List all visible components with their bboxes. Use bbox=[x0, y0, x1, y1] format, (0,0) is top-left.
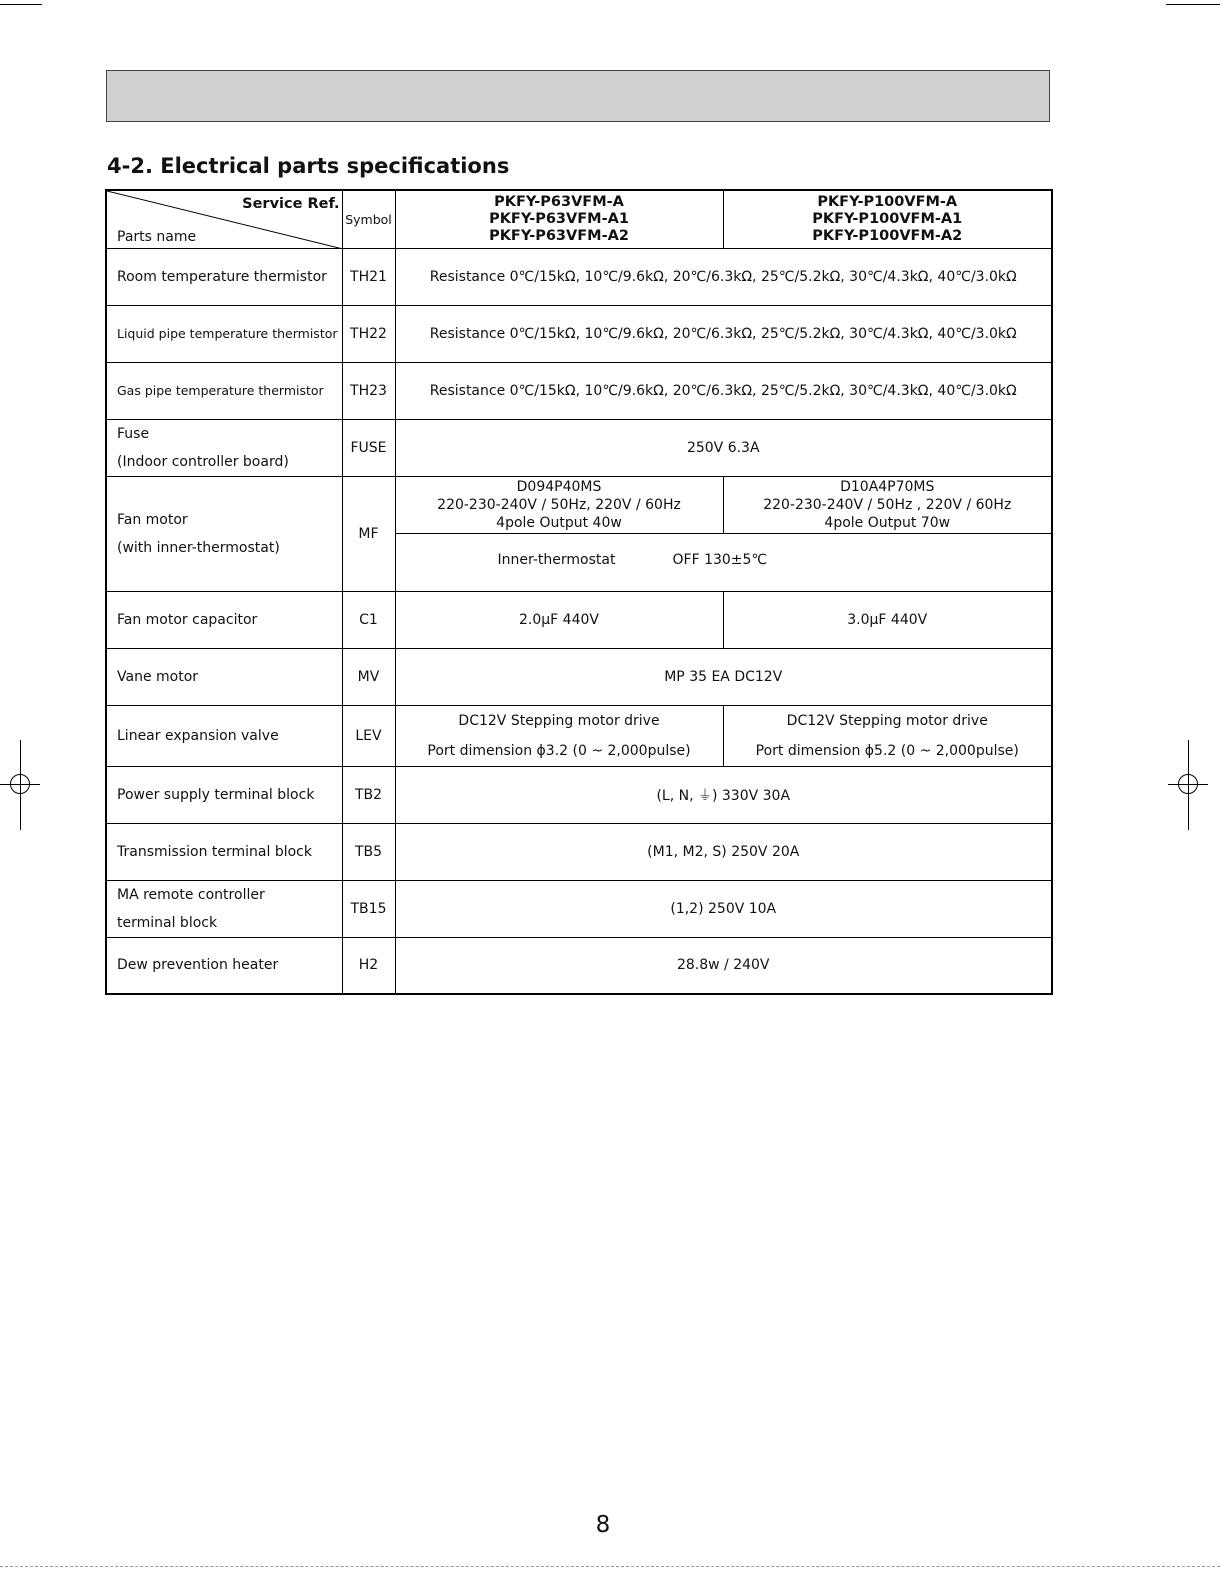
part-symbol: TB2 bbox=[342, 766, 395, 823]
crop-mark bbox=[0, 4, 42, 5]
registration-mark-icon bbox=[0, 740, 60, 830]
lev-spec-b bbox=[723, 705, 1052, 766]
spec-line: DC12V Stepping motor drive bbox=[458, 712, 660, 729]
table-row bbox=[106, 648, 1052, 705]
table-row bbox=[106, 305, 1052, 362]
part-symbol: H2 bbox=[342, 937, 395, 994]
part-symbol: TB15 bbox=[342, 880, 395, 937]
part-symbol: MF bbox=[342, 476, 395, 591]
part-value-a: 2.0μF 440V bbox=[395, 591, 723, 648]
lev-spec-a bbox=[395, 705, 723, 766]
parts-name-label: Parts name bbox=[117, 228, 197, 245]
model-group-a bbox=[395, 190, 723, 248]
spec-line: Port dimension ɸ5.2 (0 ~ 2,000pulse) bbox=[755, 742, 1019, 759]
model-name: PKFY-P100VFM-A bbox=[817, 193, 958, 210]
part-name-line: Fan motor bbox=[117, 511, 188, 528]
spec-line: 220-230-240V / 50Hz , 220V / 60Hz bbox=[763, 496, 1012, 513]
header-bar bbox=[106, 70, 1050, 122]
part-name: Vane motor bbox=[106, 648, 342, 705]
part-value: MP 35 EA DC12V bbox=[395, 648, 1052, 705]
model-name: PKFY-P100VFM-A2 bbox=[812, 227, 963, 244]
part-name: Transmission terminal block bbox=[106, 823, 342, 880]
part-name: Gas pipe temperature thermistor bbox=[106, 362, 342, 419]
part-value: Resistance 0℃/15kΩ, 10℃/9.6kΩ, 20℃/6.3kΩ, 25℃/5.2kΩ, 30℃/4.3kΩ, 40℃/3.0kΩ bbox=[395, 248, 1052, 305]
inner-thermostat-value: OFF 130±5℃ bbox=[672, 551, 768, 568]
spec-line: Port dimension ɸ3.2 (0 ~ 2,000pulse) bbox=[427, 742, 691, 759]
table-header-row bbox=[106, 190, 1052, 248]
part-name-line: MA remote controller bbox=[117, 886, 265, 903]
part-symbol: C1 bbox=[342, 591, 395, 648]
spec-line: D094P40MS bbox=[516, 478, 602, 495]
table-row bbox=[106, 766, 1052, 823]
spec-line: 4pole Output 40w bbox=[496, 514, 622, 531]
model-name: PKFY-P100VFM-A1 bbox=[812, 210, 963, 227]
part-value: 28.8w / 240V bbox=[395, 937, 1052, 994]
part-value: Resistance 0℃/15kΩ, 10℃/9.6kΩ, 20℃/6.3kΩ, 25℃/5.2kΩ, 30℃/4.3kΩ, 40℃/3.0kΩ bbox=[395, 362, 1052, 419]
table-row bbox=[106, 705, 1052, 766]
service-ref-label: Service Ref. bbox=[242, 196, 340, 212]
table-row bbox=[106, 823, 1052, 880]
part-name: Fan motor capacitor bbox=[106, 591, 342, 648]
part-name-line: terminal block bbox=[117, 914, 218, 931]
part-symbol: TH22 bbox=[342, 305, 395, 362]
symbol-header: Symbol bbox=[342, 190, 395, 248]
table-row bbox=[106, 248, 1052, 305]
registration-mark-icon bbox=[1168, 740, 1220, 830]
part-name: Room temperature thermistor bbox=[106, 248, 342, 305]
table-row bbox=[106, 362, 1052, 419]
bottom-divider bbox=[0, 1566, 1220, 1567]
part-value: Resistance 0℃/15kΩ, 10℃/9.6kΩ, 20℃/6.3kΩ, 25℃/5.2kΩ, 30℃/4.3kΩ, 40℃/3.0kΩ bbox=[395, 305, 1052, 362]
model-name: PKFY-P63VFM-A1 bbox=[489, 210, 629, 227]
inner-thermostat-cell bbox=[395, 533, 1052, 591]
spec-line: DC12V Stepping motor drive bbox=[786, 712, 988, 729]
part-value: (L, N, ⏚) 330V 30A bbox=[395, 766, 1052, 823]
inner-thermostat-label: Inner-thermostat bbox=[497, 551, 616, 568]
part-name bbox=[106, 476, 342, 591]
spec-line: 4pole Output 70w bbox=[824, 514, 951, 531]
part-symbol: TH23 bbox=[342, 362, 395, 419]
fan-motor-spec-a bbox=[395, 476, 723, 533]
part-value-b: 3.0μF 440V bbox=[723, 591, 1052, 648]
part-value: (M1, M2, S) 250V 20A bbox=[395, 823, 1052, 880]
part-name bbox=[106, 880, 342, 937]
part-name: Liquid pipe temperature thermistor bbox=[106, 305, 342, 362]
model-name: PKFY-P63VFM-A bbox=[494, 193, 624, 210]
part-name: Power supply terminal block bbox=[106, 766, 342, 823]
table-row bbox=[106, 476, 1052, 533]
part-symbol: FUSE bbox=[342, 419, 395, 476]
part-value: (1,2) 250V 10A bbox=[395, 880, 1052, 937]
part-value: 250V 6.3A bbox=[395, 419, 1052, 476]
part-name: Linear expansion valve bbox=[106, 705, 342, 766]
table-row bbox=[106, 591, 1052, 648]
section-title: 4-2. Electrical parts specifications bbox=[107, 154, 510, 178]
part-name-line: (Indoor controller board) bbox=[117, 453, 289, 470]
table-row bbox=[106, 880, 1052, 937]
part-name-line: (with inner-thermostat) bbox=[117, 539, 280, 556]
model-name: PKFY-P63VFM-A2 bbox=[489, 227, 629, 244]
spec-table bbox=[105, 189, 1053, 995]
crop-mark bbox=[1166, 4, 1220, 5]
page-number: 8 bbox=[595, 1512, 611, 1538]
spec-line: D10A4P70MS bbox=[840, 478, 935, 495]
part-name-line: Fuse bbox=[117, 425, 150, 442]
part-symbol: MV bbox=[342, 648, 395, 705]
part-symbol: TH21 bbox=[342, 248, 395, 305]
fan-motor-spec-b bbox=[723, 476, 1052, 533]
part-name: Dew prevention heater bbox=[106, 937, 342, 994]
table-row bbox=[106, 419, 1052, 476]
table-row bbox=[106, 937, 1052, 994]
header-diagonal-cell bbox=[106, 190, 342, 248]
part-symbol: TB5 bbox=[342, 823, 395, 880]
part-symbol: LEV bbox=[342, 705, 395, 766]
model-group-b bbox=[723, 190, 1052, 248]
spec-line: 220-230-240V / 50Hz, 220V / 60Hz bbox=[437, 496, 681, 513]
part-name bbox=[106, 419, 342, 476]
